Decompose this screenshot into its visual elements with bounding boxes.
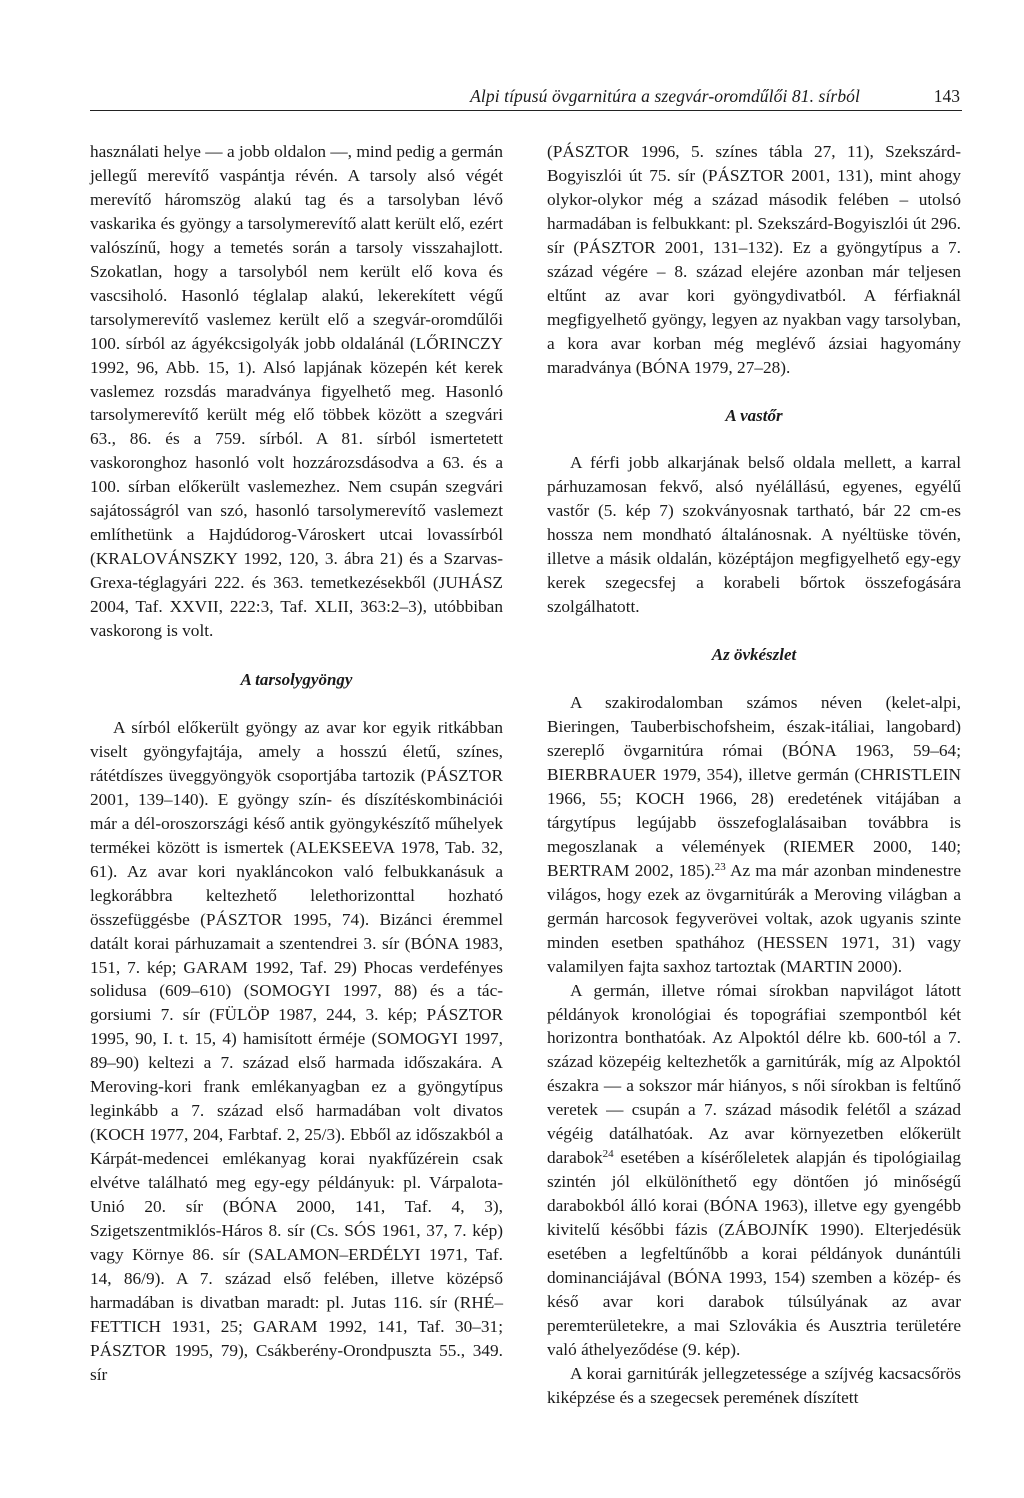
section-heading-tarsolygyongy: A tarsolygyöngy xyxy=(240,670,353,690)
paragraph-gyongy-continued: (PÁSZTOR 1996, 5. színes tábla 27, 11), Szekszárd-Bogyiszlói út 75. sír (PÁSZTOR 2001, 131), mint ahogy olykor-olykor még a század második felében – utolsó harmadában is felbukkant: pl. Szekszárd-Bogyiszlói út 296. sír (PÁSZTOR 2001, 131–132). Ez a gyöngytípus a 7. század végére – 8. század elejére azonban már teljesen eltűnt az avar kori gyöngydivatból. A férfiaknál megfigyelhető gyöngy, legyen az nyakban vagy tarsolyban, a kora avar korban még meglévő ázsiai hagyomány maradványa (BÓNA 1979, 27–28). xyxy=(547,142,961,377)
running-header xyxy=(90,86,962,112)
paragraph-text: esetében a kísérőleletek alapján és tipológiailag szintén jól elkülöníthető egy döntően jó minőségű darabokból álló korai (BÓNA 1963), illetve egy gyengébb kivitelű későbbi fázis (ZÁBOJNÍK 1990). Elterjedésük esetében a legfeltűnőbb a korai példányok dunántúli dominanciájával (BÓNA 1993, 154) szemben a közép- és késő avar kori darabok túlsúlyának az avar peremterületekre, a mai Szlovákia és Ausztria területére való áthelyeződése (9. kép). xyxy=(547,1148,961,1359)
running-title: Alpi típusú övgarnitúra a szegvár-oromdűlői 81. sírból xyxy=(470,86,860,106)
section-heading-vastor: A vastőr xyxy=(725,405,783,425)
paragraph-tarsolygyongy: A sírból előkerült gyöngy az avar kor egyik ritkábban viselt gyöngyfajtája, amely a hosszú életű, színes, rátétdíszes üveggyöngyök csoportjába tartozik (PÁSZTOR 2001, 139–140). E gyöngy szín- és díszítéskombinációi már a dél-oroszországi késő antik gyöngykészítő műhelyek termékei között is ismertek (ALEKSEEVA 1978, Tab. 32, 61). Az avar kori nyakláncokon való felbukkanásuk a legkorábbra keltezhető lelethorizonttal hozható összefüggésbe (PÁSZTOR 1995, 74). Bizánci éremmel datált korai párhuzamait a szentendrei 3. sír (BÓNA 1983, 151, 7. kép; GARAM 1992, Taf. 29) Phocas verdefényes solidusa (609–610) (SOMOGYI 1997, 88) és a tác-gorsiumi 7. sír (FÜLÖP 1987, 244, 3. kép; PÁSZTOR 1995, 90, I. t. 15, 4) hamisított érméje (SOMOGYI 1997, 89–90) keltezi a 7. század első harmada időszakára. A Meroving-kori frank emlékanyagban ez a gyöngytípus leginkább a 7. század első harmadában volt divatos (KOCH 1977, 204, Farbtaf. 2, 25/3). Ebből az időszakból a Kárpát-medencei emlékanyag korai nyakfűzérein csak elvétve található meg egy-egy példányuk: pl. Várpalota-Unió 20. sír (BÓNA 2000, 141, Taf. 4, 3), Szigetszentmiklós-Háros 8. sír (Cs. SÓS 1961, 37, 7. kép) vagy Környe 86. sír (SALAMON–ERDÉLYI 1971, Taf. 14, 86/9). A 7. század első felében, illetve középső harmadában is divatban maradt: pl. Jutas 116. sír (RHÉ–FETTICH 1931, 25; GARAM 1992, 141, Taf. 30–31; PÁSZTOR 1995, 79), Csákberény-Orondpuszta 55., 349. sír xyxy=(90,717,503,1384)
paragraph-ovkeszlet-origin xyxy=(547,691,961,978)
paragraph-text: A germán, illetve római sírokban napvilágot látott példányok kronológiai és topográfiai szempontból két horizontra bonthatóak. Az Alpoktól délre kb. 600-tól a 7. század közepéig keltezhetők a garnitúrák, míg az Alpoktól északra — a sokszor már hiányos, s női sírokban is feltűnő veretek — csupán a 7. század második felétől a század végéig datálhatóak. Az avar környezetben előkerült darabok xyxy=(547,980,961,1168)
paragraph-text: Az ma már azonban mindenestre világos, hogy ezek az övgarnitúrák a Meroving világban a germán harcosok fegyverövei voltak, azok ugyanis szinte minden esetben spathához (HESSEN 1971, 31) vagy valamilyen fajta saxhoz tartoztak (MARTIN 2000). xyxy=(547,860,961,976)
header-rule xyxy=(90,110,962,111)
right-column xyxy=(547,140,961,1410)
paragraph-korai-garniturak: A korai garnitúrák jellegzetessége a szíjvég kacsacsőrös kiképzése és a szegecsek peremének díszített xyxy=(547,1363,961,1407)
paragraph-tarsoly-continued: használati helye — a jobb oldalon —, mind pedig a germán jellegű merevítő vaspántja révén. A tarsoly alsó végét merevítő háromszög alakú tag és a tarsolyban lévő vaskarika és gyöngy a tarsolymerevítő alatt került elő, ezért valószínű, hogy a temetés során a tarsoly visszahajlott. Szokatlan, hogy a tarsolyból nem került elő kova és vascsiholó. Hasonló téglalap alakú, lekerekített végű tarsolymerevítő vaslemez került elő a szegvár-oromdűlői 100. sírból az ágyékcsigolyák jobb oldalánál (LŐRINCZY 1992, 96, Abb. 15, 1). Alsó lapjának közepén két kerek vaslemez rozsdás maradványa figyelhető meg. Hasonló tarsolymerevítő került még elő többek között a szegvári 63., 86. és a 759. sírból. A 81. sírból ismertetett vaskoronghoz hasonló volt hozzározsdásodva a 63. és a 100. sírban előkerült vaslemezhez. Nem csupán szegvári sajátosságról van szó, hasonló tarsolymerevítő vaslemezt említhetünk a Hajdúdorog-Városkert utcai lovassírból (KRALOVÁNSZKY 1992, 120, 3. ábra 21) és a Szarvas-Grexa-téglagyári 222. és 363. temetkezésekből (JUHÁSZ 2004, Taf. XXVII, 222:3, Taf. XLII, 363:2–3), utóbbiban vaskorong is volt. xyxy=(90,142,503,641)
page-number: 143 xyxy=(933,86,960,106)
section-heading-ovkeszlet: Az övkészlet xyxy=(711,645,797,665)
paragraph-vastor: A férfi jobb alkarjának belső oldala mellett, a karral párhuzamosan fekvő, alsó nyélállású, egyenes, egyélű vastőr (5. kép 7) szokványosnak tartható, bár 22 cm-es hossza nem mondható általánosnak. A nyéltüske tövén, illetve a másik oldalán, középtájon megfigyelhető egy-egy kerek szegecsfej a korabeli bőrtok összefogására szolgálhatott. xyxy=(547,453,961,617)
footnote-ref-23: 23 xyxy=(714,860,726,873)
footnote-ref-24: 24 xyxy=(602,1148,614,1161)
paragraph-ovkeszlet-chronology xyxy=(547,979,961,1362)
paragraph-text: A szakirodalomban számos néven (kelet-alpi, Bieringen, Tauberbischofsheim, észak-itáliai, langobard) szereplő övgarnitúra római (BÓNA 1963, 59–64; BIERBRAUER 1979, 354), illetve germán (CHRISTLEIN 1966, 55; KOCH 1966, 28) eredetének vitájában a tárgytípus legújabb összefoglalásaiban továbbra is megoszlanak a vélemények (RIEMER 2000, 140; BERTRAM 2002, 185). xyxy=(547,693,961,880)
left-column xyxy=(90,140,503,1387)
